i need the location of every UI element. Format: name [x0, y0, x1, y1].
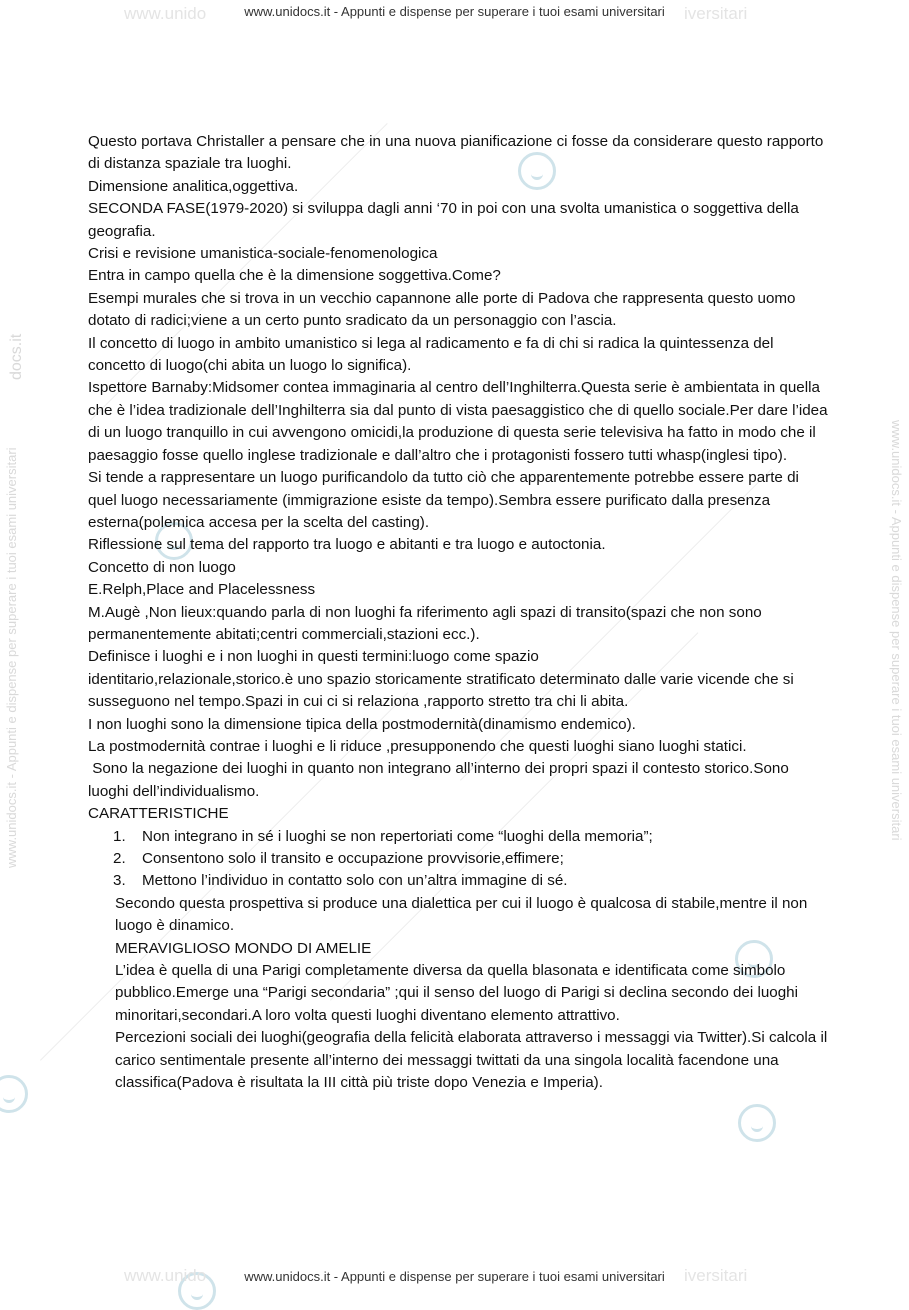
- paragraph: M.Augè ,Non lieux:quando parla di non luoghi fa riferimento agli spazi di transito(spazi che non sono permanentemente abitati;centri commerciali,stazioni ecc.).: [88, 603, 762, 643]
- list-item: [88, 826, 828, 848]
- paragraph: identitario,relazionale,storico.è uno spazio storicamente stratificato determinato dalle varie vicende che si susseguono nel tempo.Spazi in cui ci si relaziona ,rapporto stretto tra chi li abita.: [88, 670, 794, 711]
- list-number: 1.: [113, 827, 126, 845]
- watermark-side-right: www.unidocs.it - Appunti e dispense per superare i tuoi esami universitari: [889, 420, 904, 841]
- paragraph: I non luoghi sono la dimensione tipica della postmodernità(dinamismo endemico).: [88, 715, 636, 733]
- watermark-ghost-left: www.unido: [124, 4, 207, 23]
- list-item: [88, 848, 828, 870]
- watermark-side-left-short: docs.it: [8, 333, 25, 380]
- section-heading: Concetto di non luogo: [88, 558, 236, 576]
- paragraph: Secondo questa prospettiva si produce una dialettica per cui il luogo è qualcosa di stabile,mentre il non luogo è dinamico.: [115, 894, 808, 935]
- watermark-logo-icon: [738, 1104, 776, 1142]
- paragraph: Riflessione sul tema del rapporto tra luogo e abitanti e tra luogo e autoctonia.: [88, 536, 606, 554]
- watermark-ghost-right: iversitari: [684, 1266, 748, 1285]
- paragraph: Ispettore Barnaby:Midsomer contea immaginaria al centro dell’Inghilterra.Questa serie è ambientata in quella che è l’idea tradizionale dell’Inghilterra sia dal punto di vista paesaggistico che di quello sociale.Per dare l’idea di un luogo tranquillo in cui avvengono omicidi,la produzione di questa serie televisiva ha fatto in modo che il paesaggio fosse quello inglese tradizionale e dall’altro che i protagonisti fossero tutti whasp(inglesi tipo).: [88, 379, 828, 464]
- paragraph: Crisi e revisione umanistica-sociale-fenomenologica: [88, 245, 438, 263]
- paragraph: SECONDA FASE(1979-2020) si sviluppa dagli anni ‘70 in poi con una svolta umanistica o soggettiva della geografia.: [88, 200, 799, 240]
- list-number: 3.: [113, 872, 126, 890]
- paragraph: Esempi murales che si trova in un vecchio capannone alle porte di Padova che rappresenta questo uomo dotato di radici;viene a un certo punto sradicato da un personaggio con l’ascia.: [88, 289, 796, 330]
- list-item-text: Mettono l’individuo in contatto solo con un’altra immagine di sé.: [142, 872, 568, 890]
- list-item-text: Non integrano in sé i luoghi se non repertoriati come “luoghi della memoria”;: [142, 827, 653, 845]
- header-watermark[interactable]: www.unidocs.it - Appunti e dispense per superare i tuoi esami universitari: [244, 4, 665, 19]
- document-body: [88, 131, 828, 1094]
- watermark-side-left: www.unidocs.it - Appunti e dispense per superare i tuoi esami universitari: [4, 447, 19, 868]
- paragraph: Questo portava Christaller a pensare che in una nuova pianificazione ci fosse da considerare questo rapporto di distanza spaziale tra luoghi.: [88, 133, 824, 173]
- paragraph: Percezioni sociali dei luoghi(geografia della felicità elaborata attraverso i messaggi via Twitter).Si calcola il carico sentimentale presente all’interno dei messaggi twittati da una singola località facendone una classifica(Padova è risultata la III città più triste dopo Venezia e Imperia).: [115, 1029, 828, 1092]
- paragraph: Il concetto di luogo in ambito umanistico si lega al radicamento e fa di chi si radica la quintessenza del concetto di luogo(chi abita un luogo lo significa).: [88, 334, 774, 375]
- watermark-ghost-left: www.unido: [124, 1266, 207, 1285]
- paragraph: Sono la negazione dei luoghi in quanto non integrano all’interno dei propri spazi il contesto storico.Sono luoghi dell’individualismo.: [88, 760, 794, 800]
- section-heading: MERAVIGLIOSO MONDO DI AMELIE: [115, 939, 372, 957]
- paragraph: La postmodernità contrae i luoghi e li riduce ,presupponendo che questi luoghi siano luoghi statici.: [88, 737, 747, 755]
- paragraph: L’idea è quella di una Parigi completamente diversa da quella blasonata e identificata come simbolo pubblico.Emerge una “Parigi secondaria” ;qui il senso del luogo di Parigi si declina secondo dei luoghi minoritari,secondari.A loro volta questi luoghi diventano elemento attrattivo.: [115, 962, 799, 1024]
- list-number: 2.: [113, 850, 126, 867]
- paragraph: Definisce i luoghi e i non luoghi in questi termini:luogo come spazio: [88, 648, 539, 666]
- paragraph: E.Relph,Place and Placelessness: [88, 581, 316, 599]
- paragraph: Entra in campo quella che è la dimensione soggettiva.Come?: [88, 267, 501, 285]
- section-heading: CARATTERISTICHE: [88, 805, 229, 823]
- paragraph: Si tende a rappresentare un luogo purificandolo da tutto ciò che apparentemente potrebbe essere parte di quel luogo necessariamente (immigrazione esiste da tempo).Sembra essere purificato dalla presenza esterna(polemica accesa per la scelta del casting).: [88, 469, 799, 531]
- characteristics-list: [88, 826, 828, 893]
- watermark-logo-icon: [0, 1075, 28, 1113]
- footer-watermark[interactable]: www.unidocs.it - Appunti e dispense per superare i tuoi esami universitari: [244, 1269, 665, 1284]
- list-item: [88, 870, 828, 892]
- list-item-text: Consentono solo il transito e occupazione provvisorie,effimere;: [142, 850, 564, 867]
- paragraph: Dimensione analitica,oggettiva.: [88, 177, 299, 195]
- watermark-ghost-right: iversitari: [684, 4, 748, 23]
